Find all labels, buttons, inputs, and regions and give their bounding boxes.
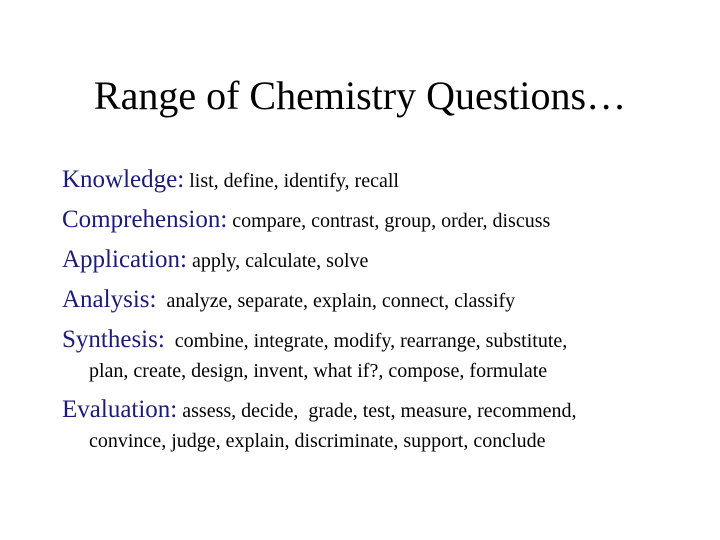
level-line	[62, 160, 702, 200]
level-verbs: analyze, separate, explain, connect, classify	[156, 290, 516, 312]
level-line	[62, 390, 702, 430]
level-application	[62, 240, 702, 280]
level-verbs: apply, calculate, solve	[186, 250, 369, 272]
level-line	[62, 320, 702, 360]
level-term: Analysis:	[62, 286, 157, 313]
level-verbs-continued: convince, judge, explain, discriminate, support, conclude	[89, 430, 546, 452]
level-comprehension	[62, 200, 702, 240]
level-line	[62, 200, 702, 240]
level-line	[62, 240, 702, 280]
level-verbs: assess, decide, grade, test, measure, recommend,	[177, 400, 577, 422]
level-verbs: combine, integrate, modify, rearrange, substitute,	[164, 330, 568, 352]
level-line	[62, 280, 702, 320]
slide-title: Range of Chemistry Questions…	[93, 73, 627, 118]
level-synthesis	[62, 320, 702, 386]
level-verbs: list, define, identify, recall	[184, 170, 399, 192]
level-verbs-continued: plan, create, design, invent, what if?, compose, formulate	[89, 360, 548, 382]
level-term: Knowledge:	[62, 166, 185, 193]
level-term: Evaluation:	[62, 396, 178, 423]
level-verbs: compare, contrast, group, order, discuss	[227, 210, 551, 232]
level-evaluation	[62, 390, 702, 456]
level-term: Application:	[62, 246, 187, 273]
level-knowledge	[62, 160, 702, 200]
level-term: Comprehension:	[62, 206, 228, 233]
question-levels-list	[62, 160, 702, 460]
level-term: Synthesis:	[62, 326, 165, 353]
level-analysis	[62, 280, 702, 320]
